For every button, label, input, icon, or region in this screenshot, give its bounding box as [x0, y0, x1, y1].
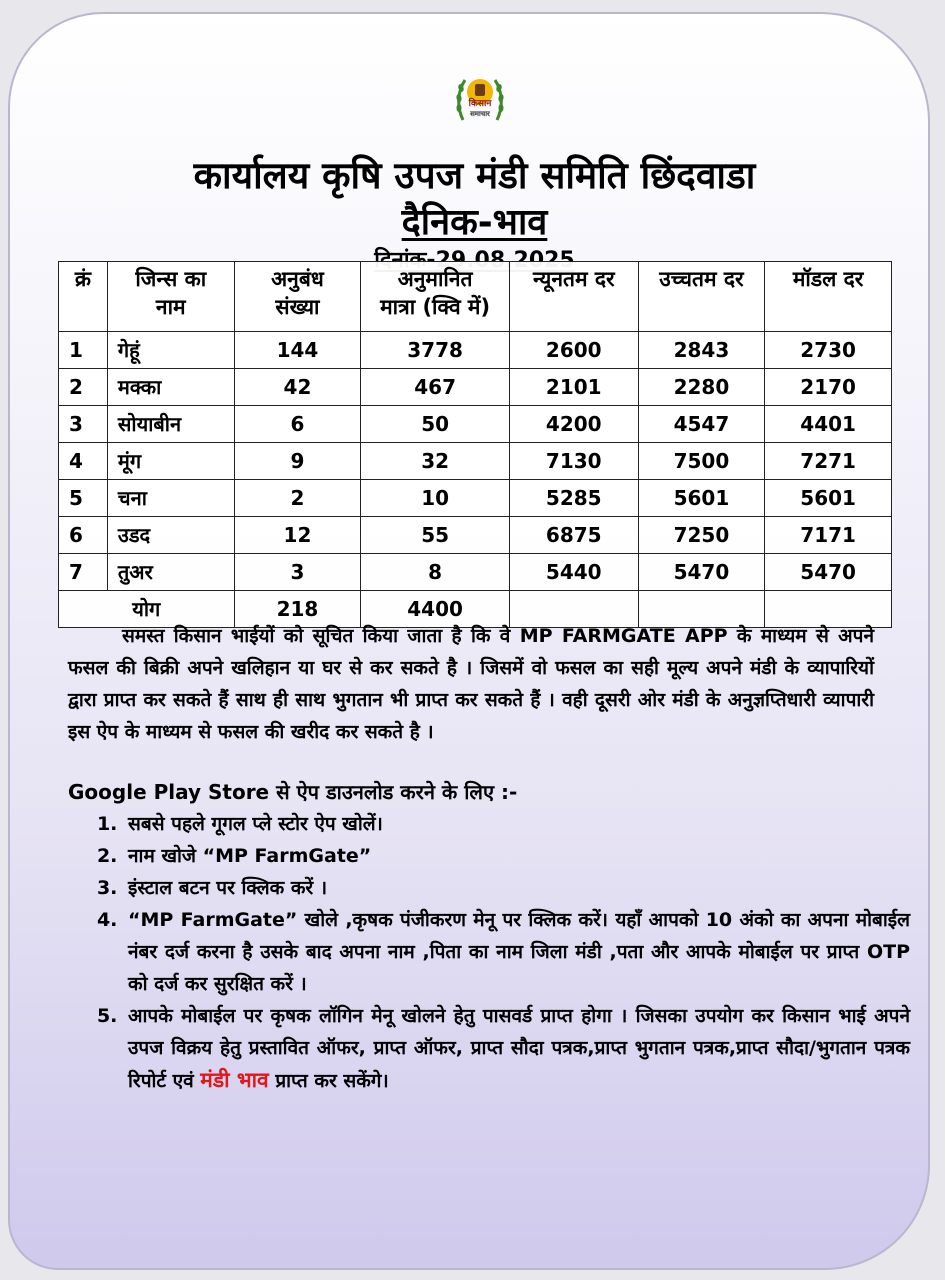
header-commodity: जिन्स का नाम — [107, 262, 234, 332]
table-row — [59, 443, 892, 480]
cell-commodity: उडद — [107, 517, 234, 554]
cell-min-rate: 6875 — [509, 517, 638, 554]
table-row — [59, 406, 892, 443]
step-item-1: 1. सबसे पहले गूगल प्ले स्टोर ऐप खोलें। — [124, 808, 910, 840]
mandi-bhav-highlight: मंडी भाव — [200, 1068, 269, 1092]
cell-commodity: मक्का — [107, 369, 234, 406]
logo-text-samachar: समाचार — [470, 110, 490, 118]
cell-contracts: 12 — [234, 517, 361, 554]
header-contracts: अनुबंध संख्या — [234, 262, 361, 332]
header-quantity: अनुमानित मात्रा (क्वि में) — [361, 262, 510, 332]
farmgate-notice-paragraph: समस्त किसान भाईयों को सूचित किया जाता है कि वे MP FARMGATE APP के माध्यम से अपने फसल की बिक्री अपने खलिहान या घर से कर सकते है । जिसमें वो फसल का सही मूल्य अपने मंडी के व्यापारियों द्वारा प्राप्त कर सकते हैं साथ ही साथ भुगतान भी प्राप्त कर सकते हैं । वही दूसरी ओर मंडी के अनुज्ञप्तिधारी व्यापारी इस ऐप के माध्यम से फसल की खरीद कर सकते है । — [68, 625, 874, 743]
table-row — [59, 480, 892, 517]
cell-quantity: 10 — [361, 480, 510, 517]
cell-sr: 6 — [59, 517, 108, 554]
cell-sr: 5 — [59, 480, 108, 517]
cell-max-rate: 2280 — [638, 369, 765, 406]
cell-modal-rate: 5470 — [765, 554, 892, 591]
table-row — [59, 369, 892, 406]
total-contracts: 218 — [234, 591, 361, 628]
cell-max-rate: 2843 — [638, 332, 765, 369]
step-item-4: 4. “MP FarmGate” खोले ,कृषक पंजीकरण मेनू पर क्लिक करें। यहाँ आपको 10 अंको का अपना मोबाईल नंबर दर्ज करना है उसके बाद अपना नाम ,पिता का नाम जिला मंडी ,पता और आपके मोबाईल पर प्राप्त OTP को दर्ज कर सुरक्षित करें । — [124, 904, 910, 1000]
google-play-heading: Google Play Store से ऐप डाउनलोड करने के लिए :- — [68, 780, 518, 804]
cell-contracts: 42 — [234, 369, 361, 406]
kisan-samachar-logo — [453, 70, 507, 130]
cell-sr: 7 — [59, 554, 108, 591]
cell-quantity: 3778 — [361, 332, 510, 369]
total-label: योग — [59, 591, 235, 628]
step5-text-end: प्राप्त कर सकेंगे। — [275, 1070, 389, 1092]
cell-min-rate: 5285 — [509, 480, 638, 517]
daily-rates-text: दैनिक-भाव — [401, 202, 548, 243]
cell-max-rate: 7500 — [638, 443, 765, 480]
cell-commodity: तुअर — [107, 554, 234, 591]
cell-commodity: सोयाबीन — [107, 406, 234, 443]
cell-contracts: 9 — [234, 443, 361, 480]
cell-min-rate: 7130 — [509, 443, 638, 480]
step-item-5 — [124, 1000, 910, 1097]
cell-min-rate: 4200 — [509, 406, 638, 443]
cell-quantity: 32 — [361, 443, 510, 480]
mandi-rates-table — [58, 261, 892, 628]
cell-max-rate: 5601 — [638, 480, 765, 517]
cell-commodity: गेहूं — [107, 332, 234, 369]
step-item-3: 3. इंस्टाल बटन पर क्लिक करें । — [124, 872, 910, 904]
total-quantity: 4400 — [361, 591, 510, 628]
cell-min-rate: 2101 — [509, 369, 638, 406]
cell-max-rate: 5470 — [638, 554, 765, 591]
cell-commodity: चना — [107, 480, 234, 517]
cell-modal-rate: 4401 — [765, 406, 892, 443]
table-row — [59, 554, 892, 591]
cell-quantity: 55 — [361, 517, 510, 554]
logo-text-kisan: किसान — [468, 99, 492, 109]
cell-contracts: 3 — [234, 554, 361, 591]
office-title: कार्यालय कृषि उपज मंडी समिति छिंदवाडा — [193, 154, 756, 197]
cell-modal-rate: 5601 — [765, 480, 892, 517]
step5-text: आपके मोबाईल पर कृषक लॉगिन मेनू खोलने हेतु पासवर्ड प्राप्त होगा । जिसका उपयोग कर किसान भाई अपने उपज विक्रय हेतु प्रस्तावित ऑफर, प्राप्त ऑफर, प्राप्त सौदा पत्रक,प्राप्त भुगतान पत्रक,प्राप्त सौदा/भुगतान पत्रक रिपोर्ट एवं — [128, 1005, 910, 1092]
header-modal-rate: मॉडल दर — [765, 262, 892, 332]
table-header-row — [59, 262, 892, 332]
header-min-rate: न्यूनतम दर — [509, 262, 638, 332]
cell-modal-rate: 2730 — [765, 332, 892, 369]
header-sr: क्रं — [59, 262, 108, 332]
cell-min-rate: 2600 — [509, 332, 638, 369]
cell-max-rate: 7250 — [638, 517, 765, 554]
step-item-2: 2. नाम खोजे “MP FarmGate” — [124, 840, 910, 872]
cell-sr: 3 — [59, 406, 108, 443]
cell-modal-rate: 2170 — [765, 369, 892, 406]
cell-contracts: 6 — [234, 406, 361, 443]
cell-contracts: 2 — [234, 480, 361, 517]
cell-quantity: 50 — [361, 406, 510, 443]
cell-modal-rate: 7271 — [765, 443, 892, 480]
daily-rates-heading — [8, 200, 930, 246]
cell-min-rate: 5440 — [509, 554, 638, 591]
cell-sr: 2 — [59, 369, 108, 406]
cell-quantity: 467 — [361, 369, 510, 406]
cell-max-rate: 4547 — [638, 406, 765, 443]
notice-card — [8, 12, 930, 1270]
install-steps-list — [88, 808, 910, 1097]
table-row — [59, 517, 892, 554]
table-row — [59, 332, 892, 369]
cell-sr: 4 — [59, 443, 108, 480]
cell-modal-rate: 7171 — [765, 517, 892, 554]
cell-quantity: 8 — [361, 554, 510, 591]
cell-commodity: मूंग — [107, 443, 234, 480]
cell-sr: 1 — [59, 332, 108, 369]
cell-contracts: 144 — [234, 332, 361, 369]
header-max-rate: उच्चतम दर — [638, 262, 765, 332]
